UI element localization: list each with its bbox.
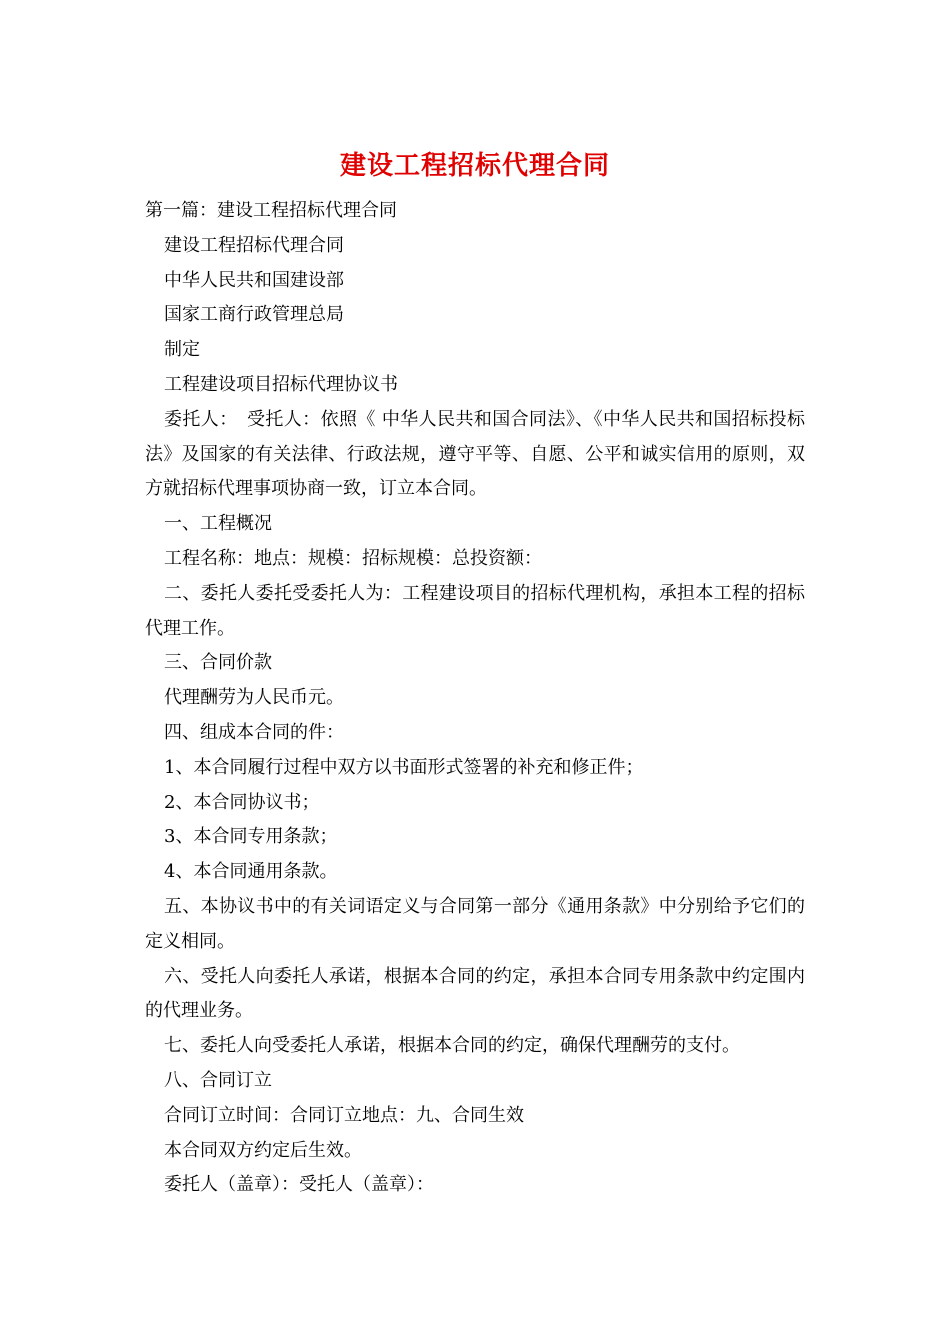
document-paragraph: 委托人： 受托人：依照《 中华人民共和国合同法》、《中华人民共和国招标投标法》及国家的有关法律、行政法规，遵守平等、自愿、公平和诚实信用的原则，双方就招标代理事项协商一致，订立本合同。 [145,408,805,500]
document-paragraph: 三、合同价款 [164,652,272,674]
document-paragraph: 建设工程招标代理合同 [164,234,344,256]
document-paragraph: 二、委托人委托受委托人为：工程建设项目的招标代理机构，承担本工程的招标代理工作。 [145,582,805,639]
document-paragraph: 1、本合同履行过程中双方以书面形式签署的补充和修正件； [164,756,644,778]
document-body [145,194,805,1203]
document-paragraph: 中华人民共和国建设部 [164,269,344,291]
document-paragraph: 八、合同订立 [164,1069,272,1091]
document-paragraph: 第一篇：建设工程招标代理合同 [145,200,397,221]
document-paragraph: 七、委托人向受委托人承诺，根据本合同的约定，确保代理酬劳的支付。 [164,1035,740,1057]
document-paragraph: 本合同双方约定后生效。 [164,1139,362,1161]
document-paragraph: 3、本合同专用条款； [164,826,338,848]
document-paragraph: 代理酬劳为人民币元。 [164,687,344,709]
document-paragraph: 国家工商行政管理总局 [164,304,344,326]
document-paragraph: 委托人（盖章）：受托人（盖章）： [164,1174,434,1196]
document-paragraph: 制定 [164,339,200,361]
document-paragraph: 六、受托人向委托人承诺，根据本合同的约定，承担本合同专用条款中约定围内的代理业务。 [145,965,805,1022]
document-title: 建设工程招标代理合同 [339,151,610,181]
document-paragraph: 工程名称：地点：规模：招标规模：总投资额： [164,547,542,569]
document-paragraph: 四、组成本合同的件： [164,721,344,743]
document-paragraph: 合同订立时间：合同订立地点：九、合同生效 [164,1104,524,1126]
document-paragraph: 4、本合同通用条款。 [164,861,338,883]
document-paragraph: 2、本合同协议书； [164,791,320,813]
document-paragraph: 工程建设项目招标代理协议书 [164,373,398,395]
document-paragraph: 一、工程概况 [164,513,272,535]
document-paragraph: 五、本协议书中的有关词语定义与合同第一部分《通用条款》中分别给予它们的定义相同。 [145,895,805,952]
